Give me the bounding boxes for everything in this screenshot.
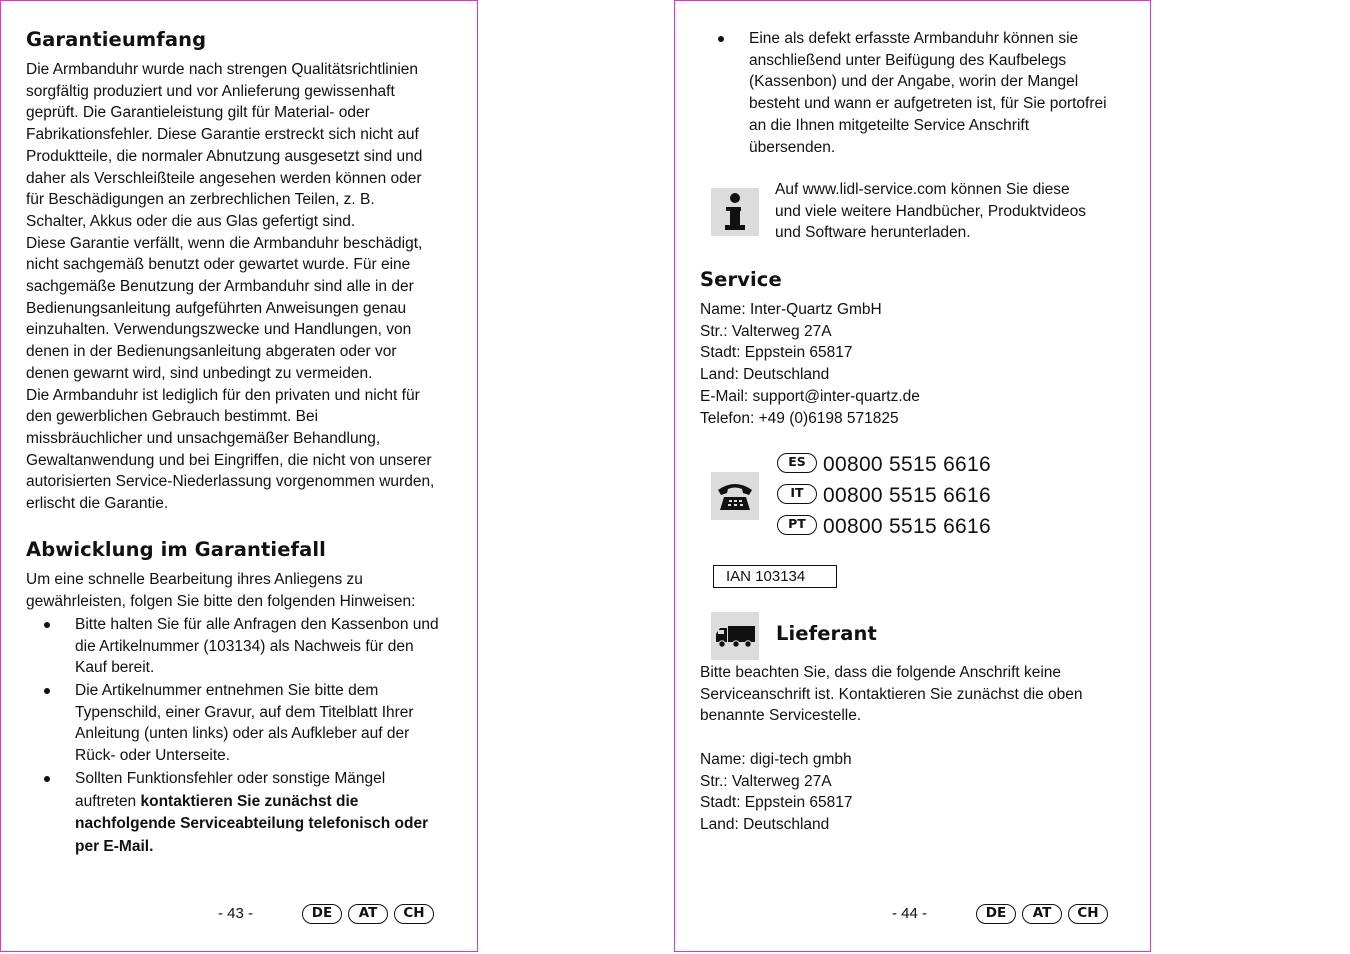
supplier-address — [700, 749, 853, 836]
text-line: Gewaltanwendung und bei Eingriffen, die nicht von unserer — [26, 451, 432, 469]
text-line: Rück- oder Unterseite. — [75, 747, 231, 765]
bullet-receipt-text — [75, 614, 439, 679]
bullet-dot — [44, 622, 50, 628]
bullet-dot — [44, 688, 50, 694]
text-line: Stadt: Eppstein 65817 — [700, 794, 853, 812]
ian-box: IAN 103134 — [713, 565, 837, 588]
text-bold: kontaktieren Sie zunächst die — [140, 792, 359, 810]
text-line: Bitte halten Sie für alle Anfragen den Kassenbon und — [75, 616, 439, 633]
country-badges-right — [976, 904, 1108, 924]
text-line: an die Ihnen mitgeteilte Service Anschrift — [749, 116, 1030, 134]
heading-garantieumfang: Garantieumfang — [26, 28, 207, 51]
text-line: für Beschädigungen an zerbrechlichen Teilen, z. B. — [26, 191, 375, 209]
bullet-send-watch-text — [749, 28, 1107, 158]
page-number-right: - 44 - — [892, 905, 928, 922]
text-line: Produktteile, die normaler Abnutzung ausgesetzt sind und — [26, 147, 423, 165]
country-badge-de: DE — [302, 904, 342, 924]
text-line: Name: digi-tech gmbh — [700, 751, 852, 768]
country-badge-de: DE — [976, 904, 1016, 924]
text-line: besteht und wann er aufgetreten ist, für Sie portofrei — [749, 95, 1107, 113]
text-line: Eine als defekt erfasste Armbanduhr können sie — [749, 30, 1079, 47]
country-badge-ch: CH — [394, 904, 434, 924]
service-phone: Telefon: +49 (0)6198 571825 — [700, 409, 899, 427]
text-line: und viele weitere Handbücher, Produktvideos — [775, 202, 1087, 220]
info-icon-glyph — [720, 192, 750, 232]
text-line: Serviceanschrift ist. Kontaktieren Sie zunächst die oben — [700, 685, 1083, 703]
page-number-left: - 43 - — [218, 905, 254, 922]
text-line: benannte Servicestelle. — [700, 707, 862, 725]
country-badge-at: AT — [348, 904, 388, 924]
text-line: erlischt die Garantie. — [26, 495, 169, 513]
truck-icon-glyph — [714, 622, 756, 650]
warranty-scope-text — [26, 59, 434, 515]
country-flag-it: IT — [777, 484, 817, 504]
text-line: Sollten Funktionsfehler oder sonstige Mängel — [75, 770, 386, 787]
country-badge-ch: CH — [1068, 904, 1108, 924]
heading-abwicklung: Abwicklung im Garantiefall — [26, 538, 326, 561]
hotline-number-it: 00800 5515 6616 — [823, 484, 991, 507]
text-line: denen in der Bedienungsanleitung abgeraten oder vor — [26, 343, 397, 361]
hotline-number-pt: 00800 5515 6616 — [823, 515, 991, 538]
country-flag-pt: PT — [777, 515, 817, 535]
text-normal: auftreten — [75, 792, 141, 810]
heading-service: Service — [700, 268, 782, 291]
bullet-contact-text — [75, 768, 428, 858]
truck-icon — [711, 612, 759, 660]
service-address — [700, 299, 920, 429]
text-line: denen gewarnt wird, sind unbedingt zu vermeiden. — [26, 364, 373, 382]
text-line: Kauf bereit. — [75, 659, 155, 677]
text-line: Str.: Valterweg 27A — [700, 322, 832, 340]
text-line: Land: Deutschland — [700, 366, 830, 384]
text-line-bold: nachfolgende Serviceabteilung telefonisch oder — [75, 815, 429, 832]
text-line: den gewerblichen Gebrauch bestimmt. Bei — [26, 408, 319, 426]
text-line: daher als Verschleißteile angesehen werden können oder — [26, 169, 422, 187]
text-line: übersenden. — [749, 138, 836, 156]
text-line: Stadt: Eppstein 65817 — [700, 344, 853, 362]
country-badge-at: AT — [1022, 904, 1062, 924]
text-line: die Artikelnummer (103134) als Nachweis für den — [75, 637, 414, 655]
text-line: Um eine schnelle Bearbeitung ihres Anliegens zu — [26, 571, 363, 588]
bullet-dot — [718, 36, 724, 42]
hotline-number-es: 00800 5515 6616 — [823, 453, 991, 476]
text-line: Die Artikelnummer entnehmen Sie bitte dem — [75, 682, 379, 699]
text-line: (Kassenbon) und der Angabe, worin der Mangel — [749, 73, 1079, 91]
text-line: missbräuchlicher und unsachgemäßer Behandlung, — [26, 429, 381, 447]
text-line: Diese Garantie verfällt, wenn die Armbanduhr beschädigt, — [26, 234, 423, 252]
telephone-icon-glyph — [716, 480, 754, 512]
text-line: nicht sachgemäß benutzt oder gewartet wurde. Für eine — [26, 256, 411, 274]
info-icon — [711, 188, 759, 236]
text-line: sachgemäße Benutzung der Armbanduhr sind alle in der — [26, 278, 414, 296]
heading-lieferant: Lieferant — [776, 622, 877, 645]
text-line: Fabrikationsfehler. Diese Garantie erstreckt sich nicht auf — [26, 126, 419, 144]
bullet-article-number-text — [75, 680, 414, 767]
country-flag-es: ES — [777, 453, 817, 473]
text-line: Schalter, Akkus oder die aus Glas gefertigt sind. — [26, 212, 356, 230]
text-line: Anleitung (unten links) oder als Aufkleber auf der — [75, 725, 410, 743]
text-line: Auf www.lidl-service.com können Sie diese — [775, 181, 1070, 198]
text-line: autorisierten Service-Niederlassung vorgenommen wurden, — [26, 473, 435, 491]
text-line: und Software herunterladen. — [775, 224, 971, 242]
text-line: einzuhalten. Verwendungszwecke und Handlungen, von — [26, 321, 412, 339]
text-line: gewährleisten, folgen Sie bitte den folgenden Hinweisen: — [26, 592, 416, 610]
text-line: Die Armbanduhr wurde nach strengen Qualitätsrichtlinien — [26, 61, 419, 78]
text-line-bold: per E-Mail. — [75, 837, 154, 855]
text-line: Typenschild, einer Gravur, auf dem Titelblatt Ihrer — [75, 703, 414, 721]
supplier-note — [700, 662, 1083, 727]
country-badges-left — [302, 904, 434, 924]
service-email[interactable]: E-Mail: support@inter-quartz.de — [700, 387, 920, 405]
telephone-icon — [711, 472, 759, 520]
text-line: Bedienungsanleitung aufgeführten Anweisungen genau — [26, 299, 407, 317]
text-line: Bitte beachten Sie, dass die folgende Anschrift keine — [700, 664, 1062, 681]
text-line: Name: Inter-Quartz GmbH — [700, 301, 882, 318]
text-line: sorgfältig produziert und vor Anlieferung gewissenhaft — [26, 82, 395, 100]
text-line: Land: Deutschland — [700, 816, 830, 834]
text-line: geprüft. Die Garantieleistung gilt für Material- oder — [26, 104, 370, 122]
text-line: Die Armbanduhr ist lediglich für den privaten und nicht für — [26, 386, 420, 404]
procedure-intro-text — [26, 569, 415, 612]
text-line: Str.: Valterweg 27A — [700, 772, 832, 790]
text-line: anschließend unter Beifügung des Kaufbelegs — [749, 51, 1067, 69]
text-line — [75, 791, 428, 814]
info-download-text — [775, 179, 1086, 244]
bullet-dot — [44, 776, 50, 782]
